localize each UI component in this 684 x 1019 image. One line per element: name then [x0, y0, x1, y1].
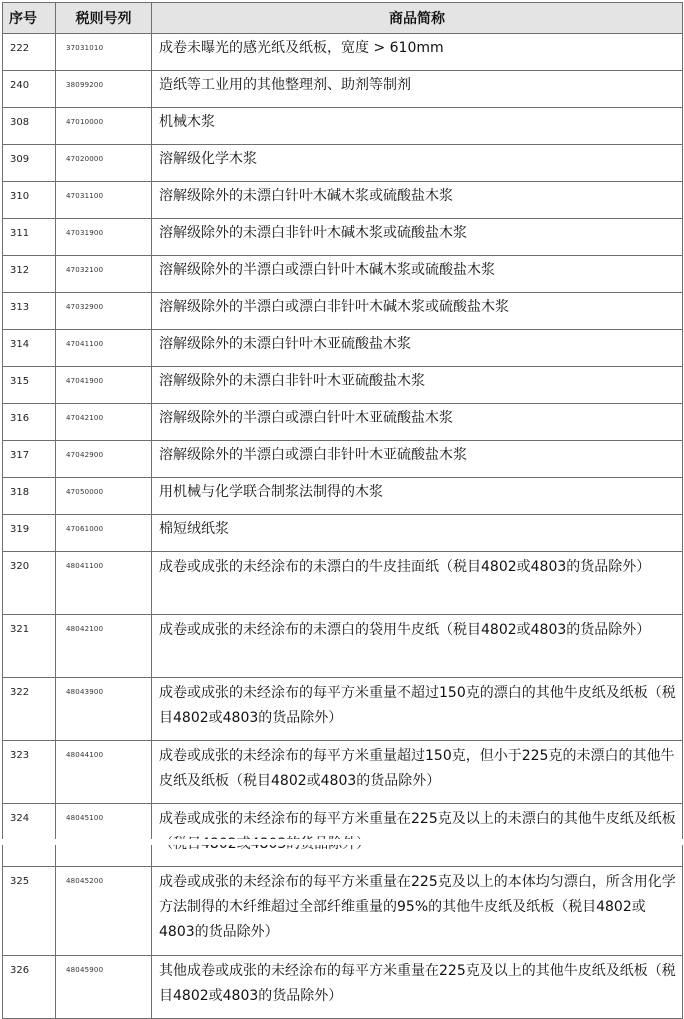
cell-name: 溶解级除外的未漂白非针叶木亚硫酸盐木浆 [152, 367, 683, 404]
cell-code: 47031100 [56, 182, 152, 219]
table-row [3, 145, 683, 182]
cell-name: 溶解级除外的半漂白或漂白非针叶木碱木浆或硫酸盐木浆 [152, 293, 683, 330]
cell-code: 47041100 [56, 330, 152, 367]
cell-name: 机械木浆 [152, 108, 683, 145]
cell-name: 造纸等工业用的其他整理剂、助剂等制剂 [152, 71, 683, 108]
table-row [3, 71, 683, 108]
cell-name: 成卷或成张的未经涂布的未漂白的牛皮挂面纸（税目4802或4803的货品除外） [152, 552, 683, 615]
cell-code: 47031900 [56, 219, 152, 256]
table-row [3, 678, 683, 741]
cell-seq: 222 [3, 34, 56, 71]
cell-code: 48045100 [56, 804, 152, 867]
cell-code: 47061000 [56, 515, 152, 552]
cell-name: 成卷或成张的未经涂布的每平方米重量不超过150克的漂白的其他牛皮纸及纸板（税目4802或4803的货品除外） [152, 678, 683, 741]
cell-code: 47050000 [56, 478, 152, 515]
cell-name: 溶解级除外的未漂白针叶木亚硫酸盐木浆 [152, 330, 683, 367]
cell-code: 47032900 [56, 293, 152, 330]
cell-code: 48042100 [56, 615, 152, 678]
cell-code: 47041900 [56, 367, 152, 404]
cell-name: 成卷或成张的未经涂布的未漂白的袋用牛皮纸（税目4802或4803的货品除外） [152, 615, 683, 678]
cell-seq: 314 [3, 330, 56, 367]
table-row [3, 804, 683, 867]
cell-seq: 324 [3, 804, 56, 867]
table-row [3, 478, 683, 515]
cell-code: 47010000 [56, 108, 152, 145]
cell-code: 47042100 [56, 404, 152, 441]
cell-seq: 308 [3, 108, 56, 145]
header-seq: 序号 [3, 3, 56, 34]
cell-name: 其他成卷或成张的未经涂布的每平方米重量在225克及以上的其他牛皮纸及纸板（税目4802或4803的货品除外） [152, 956, 683, 1019]
table-row [3, 515, 683, 552]
cell-name: 溶解级除外的半漂白或漂白针叶木亚硫酸盐木浆 [152, 404, 683, 441]
table-row [3, 330, 683, 367]
table-row [3, 552, 683, 615]
table-row [3, 293, 683, 330]
table-row [3, 615, 683, 678]
cell-seq: 310 [3, 182, 56, 219]
cell-seq: 320 [3, 552, 56, 615]
cell-seq: 319 [3, 515, 56, 552]
cell-name: 用机械与化学联合制浆法制得的木浆 [152, 478, 683, 515]
table-header-row [3, 3, 683, 34]
cell-seq: 318 [3, 478, 56, 515]
tariff-table [2, 2, 683, 1019]
cell-code: 48043900 [56, 678, 152, 741]
table-row [3, 256, 683, 293]
cell-code: 48045900 [56, 956, 152, 1019]
cell-name: 溶解级除外的半漂白或漂白针叶木碱木浆或硫酸盐木浆 [152, 256, 683, 293]
cell-name: 溶解级除外的未漂白非针叶木碱木浆或硫酸盐木浆 [152, 219, 683, 256]
cell-code: 48044100 [56, 741, 152, 804]
cell-seq: 323 [3, 741, 56, 804]
page-cutoff [0, 839, 684, 845]
cell-code: 48045200 [56, 867, 152, 956]
cell-seq: 317 [3, 441, 56, 478]
table-row [3, 182, 683, 219]
cell-seq: 311 [3, 219, 56, 256]
cell-name: 溶解级除外的半漂白或漂白非针叶木亚硫酸盐木浆 [152, 441, 683, 478]
cell-code: 37031010 [56, 34, 152, 71]
cell-code: 47020000 [56, 145, 152, 182]
table-row [3, 108, 683, 145]
cell-seq: 322 [3, 678, 56, 741]
cell-name: 棉短绒纸浆 [152, 515, 683, 552]
cell-seq: 315 [3, 367, 56, 404]
table-row [3, 867, 683, 956]
cell-seq: 313 [3, 293, 56, 330]
cell-code: 48041100 [56, 552, 152, 615]
header-name: 商品简称 [152, 3, 683, 34]
cell-seq: 312 [3, 256, 56, 293]
cell-code: 38099200 [56, 71, 152, 108]
table-row [3, 219, 683, 256]
cell-code: 47032100 [56, 256, 152, 293]
cell-name: 成卷或成张的未经涂布的每平方米重量在225克及以上的本体均匀漂白，所含用化学方法制得的木纤维超过全部纤维重量的95%的其他牛皮纸及纸板（税目4802或4803的货品除外） [152, 867, 683, 956]
cell-name: 成卷或成张的未经涂布的每平方米重量超过150克，但小于225克的未漂白的其他牛皮纸及纸板（税目4802或4803的货品除外） [152, 741, 683, 804]
cell-seq: 321 [3, 615, 56, 678]
table-row [3, 34, 683, 71]
table-row [3, 441, 683, 478]
cell-seq: 240 [3, 71, 56, 108]
cell-name: 成卷未曝光的感光纸及纸板，宽度 > 610mm [152, 34, 683, 71]
cell-seq: 326 [3, 956, 56, 1019]
cell-seq: 325 [3, 867, 56, 956]
cell-seq: 316 [3, 404, 56, 441]
cell-code: 47042900 [56, 441, 152, 478]
table-body [3, 34, 683, 1019]
table-row [3, 404, 683, 441]
cell-name: 溶解级化学木浆 [152, 145, 683, 182]
cell-name: 溶解级除外的未漂白针叶木碱木浆或硫酸盐木浆 [152, 182, 683, 219]
table-row [3, 367, 683, 404]
cell-name: 成卷或成张的未经涂布的每平方米重量在225克及以上的未漂白的其他牛皮纸及纸板 [152, 804, 683, 867]
table-row [3, 741, 683, 804]
header-code: 税则号列 [56, 3, 152, 34]
cell-seq: 309 [3, 145, 56, 182]
table-row [3, 956, 683, 1019]
